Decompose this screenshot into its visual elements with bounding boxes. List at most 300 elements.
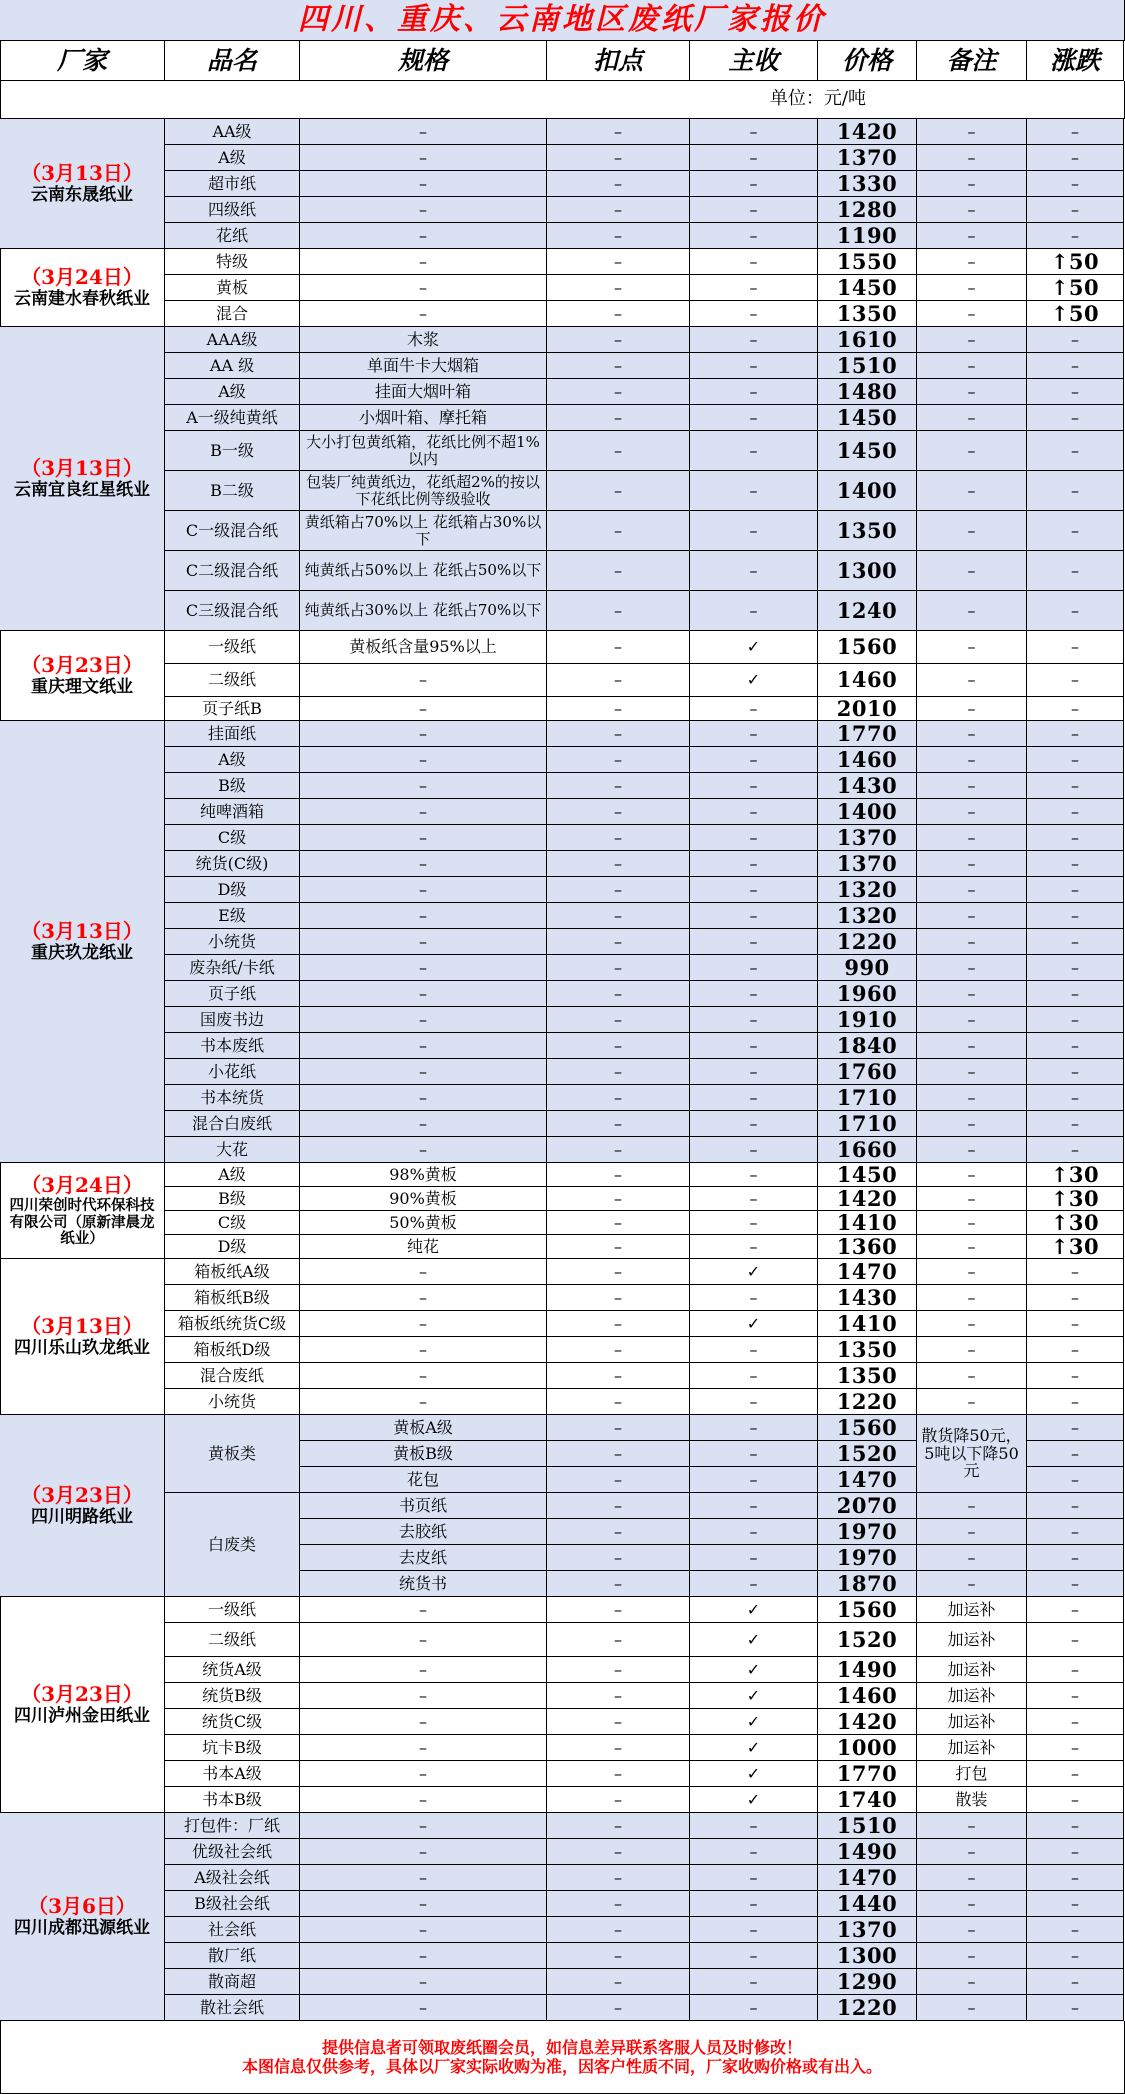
change-cell: – — [1027, 1969, 1124, 1995]
deduct-cell: – — [547, 1441, 690, 1467]
note-cell: – — [917, 1943, 1027, 1969]
note-cell: 加运补 — [917, 1657, 1027, 1683]
main-cell: – — [690, 591, 818, 631]
main-cell: – — [690, 1917, 818, 1943]
header-product: 品名 — [165, 41, 300, 81]
deduct-cell: – — [547, 747, 690, 773]
product-cell: 页子纸B — [165, 697, 300, 721]
deduct-cell: – — [547, 511, 690, 551]
main-cell: – — [690, 1111, 818, 1137]
deduct-cell: – — [547, 1235, 690, 1259]
product-cell: E级 — [165, 903, 300, 929]
deduct-cell: – — [547, 1059, 690, 1085]
main-cell: – — [690, 1571, 818, 1597]
price-cell: 1220 — [818, 1995, 917, 2021]
change-cell: – — [1027, 1943, 1124, 1969]
spec-cell: – — [300, 1735, 547, 1761]
main-cell: – — [690, 981, 818, 1007]
price-cell: 1490 — [818, 1657, 917, 1683]
change-cell: – — [1027, 223, 1124, 249]
price-cell: 1420 — [818, 119, 917, 145]
change-cell: – — [1027, 664, 1124, 697]
product-cell: 优级社会纸 — [165, 1839, 300, 1865]
product-cell: 小统货 — [165, 929, 300, 955]
change-cell: – — [1027, 1337, 1124, 1363]
note-cell: – — [917, 223, 1027, 249]
spec-cell: – — [300, 697, 547, 721]
price-cell: 1460 — [818, 747, 917, 773]
price-cell: 1660 — [818, 1137, 917, 1163]
product-cell: 书本统货 — [165, 1085, 300, 1111]
product-cell: A级 — [165, 379, 300, 405]
product-cell: A级 — [165, 747, 300, 773]
main-cell: – — [690, 1415, 818, 1441]
note-cell: – — [917, 697, 1027, 721]
deduct-cell: – — [547, 1623, 690, 1657]
manufacturer-cell — [0, 119, 165, 249]
sheet-title: 四川、重庆、云南地区废纸厂家报价 — [0, 0, 1125, 41]
main-cell: – — [690, 551, 818, 591]
main-cell: – — [690, 431, 818, 471]
change-cell: – — [1027, 471, 1124, 511]
manufacturer-cell — [0, 721, 165, 1163]
deduct-cell: – — [547, 1865, 690, 1891]
note-cell: – — [917, 1033, 1027, 1059]
price-cell: 1840 — [818, 1033, 917, 1059]
price-cell: 1350 — [818, 1363, 917, 1389]
main-cell: – — [690, 171, 818, 197]
note-cell: – — [917, 301, 1027, 327]
change-cell: – — [1027, 1891, 1124, 1917]
price-cell: 1360 — [818, 1235, 917, 1259]
price-cell: 1560 — [818, 631, 917, 664]
spec-cell: – — [300, 1761, 547, 1787]
note-cell: – — [917, 1813, 1027, 1839]
product-cell: 散社会纸 — [165, 1995, 300, 2021]
change-cell: – — [1027, 1683, 1124, 1709]
header-price: 价格 — [818, 41, 917, 81]
product-cell: A级 — [165, 1163, 300, 1187]
manufacturer-name: 四川乐山玖龙纸业 — [14, 1338, 150, 1359]
main-cell: – — [690, 1137, 818, 1163]
change-cell: – — [1027, 1007, 1124, 1033]
price-cell: 1470 — [818, 1259, 917, 1285]
change-cell: ↑30 — [1027, 1235, 1124, 1259]
manufacturer-name: 重庆玖龙纸业 — [31, 943, 133, 964]
price-cell: 1560 — [818, 1597, 917, 1623]
spec-cell: – — [300, 929, 547, 955]
unit-label: 单位：元/吨 — [0, 81, 1125, 119]
deduct-cell: – — [547, 1187, 690, 1211]
price-cell: 1370 — [818, 145, 917, 171]
spec-cell: 50%黄板 — [300, 1211, 547, 1235]
product-cell: 小统货 — [165, 1389, 300, 1415]
price-cell: 1300 — [818, 1943, 917, 1969]
change-cell: – — [1027, 981, 1124, 1007]
spec-cell: 挂面大烟叶箱 — [300, 379, 547, 405]
product-cell: D级 — [165, 1235, 300, 1259]
change-cell: ↑50 — [1027, 275, 1124, 301]
change-cell: – — [1027, 1995, 1124, 2021]
note-cell: – — [917, 119, 1027, 145]
spec-cell: – — [300, 145, 547, 171]
spec-cell: – — [300, 1597, 547, 1623]
product-cell: 一级纸 — [165, 631, 300, 664]
spec-cell: – — [300, 301, 547, 327]
manufacturer-cell — [0, 327, 165, 631]
spec-cell: – — [300, 877, 547, 903]
note-cell: – — [917, 1211, 1027, 1235]
spec-cell: – — [300, 1033, 547, 1059]
deduct-cell: – — [547, 1033, 690, 1059]
change-cell: – — [1027, 171, 1124, 197]
main-cell: – — [690, 799, 818, 825]
main-cell: – — [690, 903, 818, 929]
change-cell: ↑50 — [1027, 301, 1124, 327]
change-cell: – — [1027, 1311, 1124, 1337]
price-cell: 1510 — [818, 353, 917, 379]
price-cell: 1320 — [818, 877, 917, 903]
quote-date: （3月13日） — [21, 918, 143, 943]
note-cell: 加运补 — [917, 1683, 1027, 1709]
change-cell: – — [1027, 1285, 1124, 1311]
main-cell: ✓ — [690, 1683, 818, 1709]
manufacturer-name: 云南宜良红星纸业 — [14, 480, 150, 501]
deduct-cell: – — [547, 471, 690, 511]
product-cell: 书本废纸 — [165, 1033, 300, 1059]
price-cell: 1350 — [818, 511, 917, 551]
note-cell: – — [917, 747, 1027, 773]
product-cell: A一级纯黄纸 — [165, 405, 300, 431]
main-cell: – — [690, 1363, 818, 1389]
deduct-cell: – — [547, 929, 690, 955]
product-cell: AA级 — [165, 119, 300, 145]
note-cell: – — [917, 929, 1027, 955]
note-merged-cell: 散货降50元，5吨以下降50元 — [917, 1415, 1027, 1493]
manufacturer-cell — [0, 1415, 165, 1597]
note-cell: 加运补 — [917, 1709, 1027, 1735]
product-cell: AAA级 — [165, 327, 300, 353]
manufacturer-name: 云南建水春秋纸业 — [14, 289, 150, 310]
spec-cell: 黄板A级 — [300, 1415, 547, 1441]
note-cell: – — [917, 1259, 1027, 1285]
note-cell: – — [917, 1163, 1027, 1187]
spec-cell: – — [300, 955, 547, 981]
product-cell: 国废书边 — [165, 1007, 300, 1033]
main-cell: ✓ — [690, 1311, 818, 1337]
main-cell: – — [690, 1187, 818, 1211]
price-cell: 1740 — [818, 1787, 917, 1813]
product-cell: 超市纸 — [165, 171, 300, 197]
price-cell: 1450 — [818, 405, 917, 431]
price-cell: 1910 — [818, 1007, 917, 1033]
main-cell: – — [690, 1493, 818, 1519]
note-cell: – — [917, 1519, 1027, 1545]
note-cell: – — [917, 431, 1027, 471]
deduct-cell: – — [547, 1995, 690, 2021]
product-cell: 箱板纸D级 — [165, 1337, 300, 1363]
price-cell: 1370 — [818, 825, 917, 851]
deduct-cell: – — [547, 405, 690, 431]
spec-cell: – — [300, 1917, 547, 1943]
price-cell: 1190 — [818, 223, 917, 249]
deduct-cell: – — [547, 1787, 690, 1813]
deduct-cell: – — [547, 1337, 690, 1363]
product-cell: 大花 — [165, 1137, 300, 1163]
product-cell: 书本A级 — [165, 1761, 300, 1787]
change-cell: – — [1027, 877, 1124, 903]
change-cell: – — [1027, 955, 1124, 981]
change-cell: – — [1027, 1363, 1124, 1389]
change-cell: – — [1027, 721, 1124, 747]
deduct-cell: – — [547, 1943, 690, 1969]
price-cell: 1470 — [818, 1467, 917, 1493]
change-cell: – — [1027, 591, 1124, 631]
spec-cell: 98%黄板 — [300, 1163, 547, 1187]
note-cell: – — [917, 1969, 1027, 1995]
change-cell: – — [1027, 1259, 1124, 1285]
manufacturer-cell — [0, 1813, 165, 2021]
deduct-cell: – — [547, 721, 690, 747]
spec-cell: 包装厂纯黄纸边，花纸超2%的按以下花纸比例等级验收 — [300, 471, 547, 511]
spec-cell: – — [300, 981, 547, 1007]
footer-line: 提供信息者可领取废纸圈会员，如信息差异联系客服人员及时修改！ — [321, 2037, 802, 2057]
deduct-cell: – — [547, 1137, 690, 1163]
price-cell: 1770 — [818, 1761, 917, 1787]
main-cell: – — [690, 1441, 818, 1467]
manufacturer-cell — [0, 249, 165, 327]
main-cell: – — [690, 145, 818, 171]
deduct-cell: – — [547, 1657, 690, 1683]
note-cell: – — [917, 903, 1027, 929]
change-cell: – — [1027, 1415, 1124, 1441]
change-cell: – — [1027, 1467, 1124, 1493]
product-cell: B一级 — [165, 431, 300, 471]
product-cell: A级社会纸 — [165, 1865, 300, 1891]
spec-cell: – — [300, 1709, 547, 1735]
spec-cell: 纯黄纸占50%以上 花纸占50%以下 — [300, 551, 547, 591]
note-cell: – — [917, 631, 1027, 664]
category-cell: 黄板类 — [165, 1415, 300, 1493]
note-cell: – — [917, 1865, 1027, 1891]
note-cell: – — [917, 1891, 1027, 1917]
spec-cell: – — [300, 1311, 547, 1337]
price-cell: 1470 — [818, 1865, 917, 1891]
change-cell: ↑30 — [1027, 1163, 1124, 1187]
deduct-cell: – — [547, 1813, 690, 1839]
note-cell: – — [917, 145, 1027, 171]
spec-cell: 黄纸箱占70%以上 花纸箱占30%以下 — [300, 511, 547, 551]
deduct-cell: – — [547, 1493, 690, 1519]
price-cell: 1520 — [818, 1623, 917, 1657]
spec-cell: – — [300, 1111, 547, 1137]
note-cell: – — [917, 551, 1027, 591]
main-cell: – — [690, 1285, 818, 1311]
spec-cell: – — [300, 799, 547, 825]
price-cell: 1480 — [818, 379, 917, 405]
main-cell: – — [690, 471, 818, 511]
price-cell: 1420 — [818, 1187, 917, 1211]
change-cell: – — [1027, 1597, 1124, 1623]
price-cell: 1440 — [818, 1891, 917, 1917]
price-cell: 1410 — [818, 1211, 917, 1235]
note-cell: – — [917, 825, 1027, 851]
spec-cell: – — [300, 249, 547, 275]
note-cell: 打包 — [917, 1761, 1027, 1787]
product-cell: 社会纸 — [165, 1917, 300, 1943]
spec-cell: – — [300, 1813, 547, 1839]
note-cell: 加运补 — [917, 1623, 1027, 1657]
spec-cell: 书页纸 — [300, 1493, 547, 1519]
product-cell: C二级混合纸 — [165, 551, 300, 591]
spec-cell: – — [300, 773, 547, 799]
note-cell: – — [917, 171, 1027, 197]
main-cell: ✓ — [690, 1787, 818, 1813]
price-cell: 1400 — [818, 799, 917, 825]
change-cell: ↑30 — [1027, 1187, 1124, 1211]
product-cell: 统货(C级) — [165, 851, 300, 877]
deduct-cell: – — [547, 697, 690, 721]
product-cell: 混合废纸 — [165, 1363, 300, 1389]
change-cell: – — [1027, 1761, 1124, 1787]
note-cell: 散装 — [917, 1787, 1027, 1813]
note-cell: – — [917, 1235, 1027, 1259]
deduct-cell: – — [547, 955, 690, 981]
main-cell: – — [690, 1969, 818, 1995]
product-cell: 混合 — [165, 301, 300, 327]
spec-cell: – — [300, 1969, 547, 1995]
deduct-cell: – — [547, 1285, 690, 1311]
change-cell: – — [1027, 1735, 1124, 1761]
note-cell: – — [917, 1571, 1027, 1597]
note-cell: – — [917, 721, 1027, 747]
note-cell: – — [917, 249, 1027, 275]
manufacturer-name: 四川荣创时代环保科技有限公司（原新津晨龙纸业） — [9, 1197, 155, 1247]
spec-cell: – — [300, 119, 547, 145]
spec-cell: – — [300, 197, 547, 223]
price-cell: 1290 — [818, 1969, 917, 1995]
price-cell: 2070 — [818, 1493, 917, 1519]
price-cell: 1970 — [818, 1545, 917, 1571]
main-cell: – — [690, 119, 818, 145]
note-cell: 加运补 — [917, 1597, 1027, 1623]
note-cell: – — [917, 1545, 1027, 1571]
manufacturer-cell — [0, 1259, 165, 1415]
change-cell: – — [1027, 1033, 1124, 1059]
price-cell: 1550 — [818, 249, 917, 275]
note-cell: – — [917, 664, 1027, 697]
spec-cell: 纯黄纸占30%以上 花纸占70%以下 — [300, 591, 547, 631]
spec-cell: – — [300, 1363, 547, 1389]
manufacturer-name: 四川成都迅源纸业 — [14, 1918, 150, 1939]
quote-date: （3月23日） — [21, 652, 143, 677]
quote-date: （3月13日） — [21, 160, 143, 185]
note-cell: 加运补 — [917, 1735, 1027, 1761]
manufacturer-cell — [0, 1163, 165, 1259]
price-cell: 1370 — [818, 1917, 917, 1943]
price-cell: 1280 — [818, 197, 917, 223]
change-cell: – — [1027, 379, 1124, 405]
product-cell: 散厂纸 — [165, 1943, 300, 1969]
deduct-cell: – — [547, 1415, 690, 1441]
price-cell: 1410 — [818, 1311, 917, 1337]
deduct-cell: – — [547, 1683, 690, 1709]
quote-date: （3月13日） — [21, 455, 143, 480]
note-cell: – — [917, 1137, 1027, 1163]
main-cell: – — [690, 1467, 818, 1493]
deduct-cell: – — [547, 1969, 690, 1995]
spec-cell: – — [300, 1007, 547, 1033]
product-cell: 混合白废纸 — [165, 1111, 300, 1137]
deduct-cell: – — [547, 119, 690, 145]
footer-line: 本图信息仅供参考，具体以厂家实际收购为准，因客户性质不同，厂家收购价格或有出入。 — [241, 2057, 882, 2076]
quote-date: （3月24日） — [21, 1172, 143, 1197]
note-cell: – — [917, 511, 1027, 551]
price-cell: 1320 — [818, 903, 917, 929]
price-cell: 1970 — [818, 1519, 917, 1545]
deduct-cell: – — [547, 353, 690, 379]
main-cell: – — [690, 1007, 818, 1033]
note-cell: – — [917, 981, 1027, 1007]
product-cell: C级 — [165, 825, 300, 851]
change-cell: – — [1027, 773, 1124, 799]
deduct-cell: – — [547, 1839, 690, 1865]
manufacturer-name: 云南东晟纸业 — [31, 185, 133, 206]
manufacturer-cell — [0, 631, 165, 721]
note-cell: – — [917, 1995, 1027, 2021]
spec-cell: – — [300, 1891, 547, 1917]
change-cell: – — [1027, 851, 1124, 877]
category-cell: 白废类 — [165, 1493, 300, 1597]
main-cell: ✓ — [690, 1657, 818, 1683]
change-cell: – — [1027, 431, 1124, 471]
change-cell: – — [1027, 353, 1124, 379]
change-cell: – — [1027, 697, 1124, 721]
product-cell: 箱板纸A级 — [165, 1259, 300, 1285]
deduct-cell: – — [547, 799, 690, 825]
product-cell: 散商超 — [165, 1969, 300, 1995]
change-cell: – — [1027, 929, 1124, 955]
product-cell: 二级纸 — [165, 1623, 300, 1657]
price-cell: 1610 — [818, 327, 917, 353]
product-cell: 纯啤酒箱 — [165, 799, 300, 825]
main-cell: – — [690, 1389, 818, 1415]
note-cell: – — [917, 1839, 1027, 1865]
price-cell: 1400 — [818, 471, 917, 511]
note-cell: – — [917, 1285, 1027, 1311]
deduct-cell: – — [547, 1259, 690, 1285]
header-change: 涨跌 — [1027, 41, 1124, 81]
price-cell: 1350 — [818, 301, 917, 327]
change-cell: – — [1027, 1389, 1124, 1415]
main-cell: – — [690, 1235, 818, 1259]
deduct-cell: – — [547, 301, 690, 327]
price-cell: 1450 — [818, 275, 917, 301]
spec-cell: – — [300, 1683, 547, 1709]
product-cell: 坑卡B级 — [165, 1735, 300, 1761]
price-cell: 1510 — [818, 1813, 917, 1839]
spec-cell: – — [300, 223, 547, 249]
change-cell: – — [1027, 1917, 1124, 1943]
spec-cell: – — [300, 275, 547, 301]
main-cell: – — [690, 851, 818, 877]
main-cell: – — [690, 697, 818, 721]
main-cell: – — [690, 747, 818, 773]
main-cell: – — [690, 223, 818, 249]
deduct-cell: – — [547, 327, 690, 353]
deduct-cell: – — [547, 249, 690, 275]
note-cell: – — [917, 1311, 1027, 1337]
